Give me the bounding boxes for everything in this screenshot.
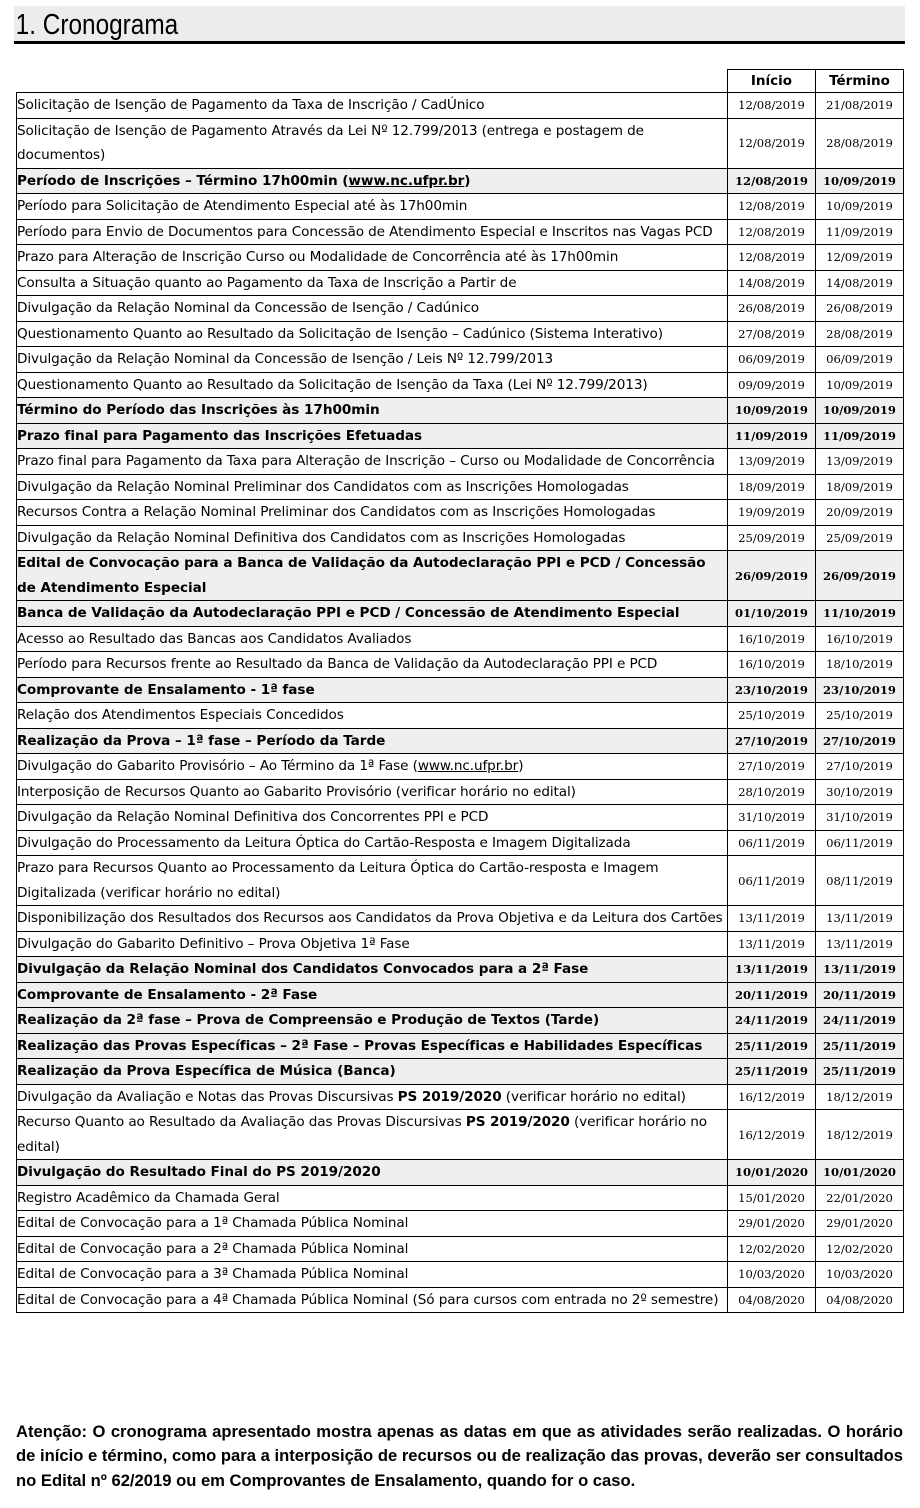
table-row: [17, 1008, 904, 1034]
end-date-cell: 22/01/2020: [816, 1185, 904, 1211]
start-date-cell: 18/09/2019: [728, 474, 816, 500]
activity-cell: [17, 372, 728, 398]
start-date-cell: 12/08/2019: [728, 93, 816, 119]
table-row: [17, 754, 904, 780]
table-row: [17, 805, 904, 831]
table-row: [17, 118, 904, 168]
attention-note: Atenção: O cronograma apresentado mostra apenas as datas em que as atividades serão realizadas. O horário de início e término, como para a interposição de recursos ou de realização das provas, deverão ser consultados no Edital nº 62/2019 ou em Comprovantes de Ensalamento, quando for o caso.: [16, 1422, 903, 1490]
end-date-cell: 25/09/2019: [816, 525, 904, 551]
table-row: [17, 245, 904, 271]
activity-cell: [17, 1236, 728, 1262]
activity-cell: [17, 601, 728, 627]
start-date-cell: 28/10/2019: [728, 779, 816, 805]
table-row: [17, 1236, 904, 1262]
activity-cell: [17, 347, 728, 373]
activity-text: Edital de Convocação para a 4ª Chamada Pública Nominal (Só para cursos com entrada no 2º semestre): [17, 1291, 719, 1308]
end-date-cell: 10/09/2019: [816, 194, 904, 220]
start-date-cell: 27/10/2019: [728, 728, 816, 754]
activity-cell: [17, 1008, 728, 1034]
activity-text: Divulgação da Relação Nominal Preliminar dos Candidatos com as Inscrições Homologadas: [17, 478, 629, 495]
end-date-cell: 10/01/2020: [816, 1160, 904, 1186]
end-date-cell: 25/11/2019: [816, 1059, 904, 1085]
table-row: [17, 931, 904, 957]
start-date-cell: 20/11/2019: [728, 982, 816, 1008]
table-row: [17, 525, 904, 551]
end-date-cell: 27/10/2019: [816, 754, 904, 780]
start-date-cell: 13/11/2019: [728, 906, 816, 932]
activity-cell: [17, 1211, 728, 1237]
activity-cell: [17, 1262, 728, 1288]
end-date-cell: 31/10/2019: [816, 805, 904, 831]
activity-cell: [17, 830, 728, 856]
end-date-cell: 30/10/2019: [816, 779, 904, 805]
activity-cell: [17, 779, 728, 805]
start-date-cell: 04/08/2020: [728, 1287, 816, 1313]
activity-text: Edital de Convocação para a 2ª Chamada Pública Nominal: [17, 1240, 409, 1257]
end-date-cell: 06/09/2019: [816, 347, 904, 373]
end-date-cell: 28/08/2019: [816, 321, 904, 347]
activity-cell: [17, 931, 728, 957]
activity-text: Edital de Convocação para a Banca de Validação da Autodeclaração PPI e PCD / Concessão de Atendimento Especial: [17, 555, 706, 596]
activity-suffix: ): [518, 758, 524, 774]
activity-text: Comprovante de Ensalamento - 2ª Fase: [17, 986, 318, 1003]
end-date-cell: 27/10/2019: [816, 728, 904, 754]
activity-text: Período para Solicitação de Atendimento Especial até às 17h00min: [17, 198, 468, 214]
activity-text: Recurso Quanto ao Resultado da Avaliação das Provas Discursivas: [17, 1114, 466, 1130]
table-row: [17, 219, 904, 245]
start-date-cell: 06/09/2019: [728, 347, 816, 373]
start-date-cell: 27/08/2019: [728, 321, 816, 347]
activity-cell: [17, 449, 728, 475]
activity-text: Realização da 2ª fase – Prova de Compreensão e Produção de Textos (Tarde): [17, 1012, 600, 1028]
activity-text: Relação dos Atendimentos Especiais Concedidos: [17, 707, 344, 723]
activity-cell: [17, 296, 728, 322]
table-row: [17, 474, 904, 500]
activity-text: Divulgação do Gabarito Definitivo – Prova Objetiva 1ª Fase: [17, 935, 410, 952]
activity-text: Comprovante de Ensalamento - 1ª fase: [17, 681, 315, 698]
table-row: [17, 601, 904, 627]
activity-cell: [17, 1287, 728, 1313]
start-date-cell: 06/11/2019: [728, 830, 816, 856]
table-row: [17, 93, 904, 119]
end-date-cell: 10/03/2020: [816, 1262, 904, 1288]
activity-cell: [17, 168, 728, 194]
activity-text: Realização da Prova Específica de Música (Banca): [17, 1063, 396, 1079]
activity-text: Divulgação da Relação Nominal Definitiva dos Concorrentes PPI e PCD: [17, 809, 489, 825]
start-date-cell: 01/10/2019: [728, 601, 816, 627]
end-date-cell: 11/10/2019: [816, 601, 904, 627]
activity-text: Prazo para Recursos Quanto ao Processamento da Leitura Óptica do Cartão-resposta e Imagem Digitalizada (verificar horário no edital): [17, 860, 659, 901]
activity-cell: [17, 551, 728, 601]
activity-text: Período para Recursos frente ao Resultado da Banca de Validação da Autodeclaração PPI e PCD: [17, 656, 658, 672]
end-date-cell: 13/09/2019: [816, 449, 904, 475]
table-row: [17, 1262, 904, 1288]
activity-cell: [17, 525, 728, 551]
activity-text: Registro Acadêmico da Chamada Geral: [17, 1189, 280, 1206]
end-date-cell: 13/11/2019: [816, 931, 904, 957]
start-date-cell: 31/10/2019: [728, 805, 816, 831]
activity-text: Solicitação de Isenção de Pagamento Através da Lei Nº 12.799/2013 (entrega e postagem de documentos): [17, 122, 644, 163]
activity-text: Consulta a Situação quanto ao Pagamento da Taxa de Inscrição a Partir de: [17, 274, 517, 291]
activity-cell: [17, 1084, 728, 1110]
end-date-cell: 24/11/2019: [816, 1008, 904, 1034]
table-row: [17, 449, 904, 475]
start-date-cell: 16/12/2019: [728, 1084, 816, 1110]
activity-cell: [17, 1185, 728, 1211]
table-row: [17, 1287, 904, 1313]
activity-cell: [17, 194, 728, 220]
table-row: [17, 728, 904, 754]
end-date-cell: 04/08/2020: [816, 1287, 904, 1313]
activity-text: Divulgação do Processamento da Leitura Óptica do Cartão-Resposta e Imagem Digitalizada: [17, 834, 631, 851]
activity-cell: [17, 754, 728, 780]
end-date-cell: 13/11/2019: [816, 906, 904, 932]
activity-cell: [17, 626, 728, 652]
activity-text: Período de Inscrições – Término 17h00min (: [17, 172, 349, 189]
start-date-cell: 14/08/2019: [728, 270, 816, 296]
process-name: PS 2019/2020: [465, 1114, 570, 1130]
end-date-cell: 20/11/2019: [816, 982, 904, 1008]
activity-text: Divulgação da Relação Nominal da Concessão de Isenção / Cadúnico: [17, 300, 479, 316]
start-date-cell: 12/02/2020: [728, 1236, 816, 1262]
page-title: 1. Cronograma: [15, 9, 179, 41]
table-row: [17, 1110, 904, 1160]
start-date-cell: 16/10/2019: [728, 626, 816, 652]
page-title-bar: [14, 6, 905, 44]
activity-suffix: (verificar horário no edital): [501, 1088, 686, 1105]
activity-text: Solicitação de Isenção de Pagamento da Taxa de Inscrição / CadÚnico: [17, 97, 485, 113]
start-date-cell: 12/08/2019: [728, 168, 816, 194]
activity-cell: [17, 219, 728, 245]
header-start: Início: [728, 70, 816, 93]
activity-text: Edital de Convocação para a 1ª Chamada Pública Nominal: [17, 1215, 409, 1231]
activity-cell: [17, 500, 728, 526]
activity-suffix: ): [464, 172, 471, 189]
activity-text: Interposição de Recursos Quanto ao Gabarito Provisório (verificar horário no edital): [17, 783, 576, 800]
start-date-cell: 10/03/2020: [728, 1262, 816, 1288]
table-row: [17, 1160, 904, 1186]
activity-text: Prazo final para Pagamento das Inscrições Efetuadas: [17, 427, 423, 444]
activity-cell: [17, 906, 728, 932]
start-date-cell: 16/10/2019: [728, 652, 816, 678]
start-date-cell: 13/11/2019: [728, 957, 816, 983]
activity-suffix: (verificar horário no edital): [17, 1114, 708, 1155]
start-date-cell: 23/10/2019: [728, 677, 816, 703]
table-row: [17, 626, 904, 652]
start-date-cell: 12/08/2019: [728, 219, 816, 245]
activity-text: Divulgação da Relação Nominal dos Candidatos Convocados para a 2ª Fase: [17, 961, 589, 977]
end-date-cell: 06/11/2019: [816, 830, 904, 856]
activity-text: Divulgação da Relação Nominal da Concessão de Isenção / Leis Nº 12.799/2013: [17, 351, 554, 367]
end-date-cell: 25/10/2019: [816, 703, 904, 729]
activity-cell: [17, 805, 728, 831]
process-name: PS 2019/2020: [397, 1088, 502, 1105]
activity-cell: [17, 982, 728, 1008]
table-row: [17, 856, 904, 906]
end-date-cell: 13/11/2019: [816, 957, 904, 983]
table-row: [17, 1059, 904, 1085]
table-row: [17, 398, 904, 424]
activity-cell: [17, 703, 728, 729]
activity-cell: [17, 245, 728, 271]
end-date-cell: 26/08/2019: [816, 296, 904, 322]
start-date-cell: 15/01/2020: [728, 1185, 816, 1211]
table-row: [17, 1033, 904, 1059]
activity-cell: [17, 1059, 728, 1085]
table-row: [17, 194, 904, 220]
end-date-cell: 21/08/2019: [816, 93, 904, 119]
start-date-cell: 12/08/2019: [728, 194, 816, 220]
table-row: [17, 982, 904, 1008]
table-row: [17, 168, 904, 194]
table-row: [17, 321, 904, 347]
activity-cell: [17, 118, 728, 168]
activity-text: Divulgação da Avaliação e Notas das Provas Discursivas: [17, 1088, 398, 1105]
start-date-cell: 09/09/2019: [728, 372, 816, 398]
start-date-cell: 27/10/2019: [728, 754, 816, 780]
end-date-cell: 11/09/2019: [816, 423, 904, 449]
table-row: [17, 347, 904, 373]
activity-cell: [17, 423, 728, 449]
end-date-cell: 29/01/2020: [816, 1211, 904, 1237]
activity-text: Edital de Convocação para a 3ª Chamada Pública Nominal: [17, 1266, 409, 1282]
website-link[interactable]: www.nc.ufpr.br: [417, 758, 519, 774]
table-row: [17, 423, 904, 449]
activity-cell: [17, 856, 728, 906]
end-date-cell: 28/08/2019: [816, 118, 904, 168]
activity-text: Término do Período das Inscrições às 17h00min: [17, 402, 380, 418]
activity-text: Realização das Provas Específicas – 2ª Fase – Provas Específicas e Habilidades Específicas: [17, 1037, 703, 1054]
start-date-cell: 10/01/2020: [728, 1160, 816, 1186]
start-date-cell: 13/11/2019: [728, 931, 816, 957]
end-date-cell: 10/09/2019: [816, 398, 904, 424]
end-date-cell: 18/12/2019: [816, 1084, 904, 1110]
activity-cell: [17, 270, 728, 296]
table-row: [17, 1211, 904, 1237]
activity-text: Divulgação do Gabarito Provisório – Ao Término da 1ª Fase (: [17, 758, 418, 774]
activity-text: Acesso ao Resultado das Bancas aos Candidatos Avaliados: [17, 630, 412, 647]
table-row: [17, 703, 904, 729]
start-date-cell: 25/10/2019: [728, 703, 816, 729]
schedule-body: [17, 93, 904, 1313]
activity-text: Questionamento Quanto ao Resultado da Solicitação de Isenção – Cadúnico (Sistema Interativo): [17, 325, 663, 342]
table-row: [17, 779, 904, 805]
table-row: [17, 500, 904, 526]
end-date-cell: 12/02/2020: [816, 1236, 904, 1262]
activity-text: Período para Envio de Documentos para Concessão de Atendimento Especial e Inscritos nas Vagas PCD: [17, 223, 713, 240]
activity-cell: [17, 474, 728, 500]
end-date-cell: 10/09/2019: [816, 168, 904, 194]
end-date-cell: 18/10/2019: [816, 652, 904, 678]
end-date-cell: 25/11/2019: [816, 1033, 904, 1059]
start-date-cell: 19/09/2019: [728, 500, 816, 526]
table-row: [17, 270, 904, 296]
activity-text: Disponibilização dos Resultados dos Recursos aos Candidatos da Prova Objetiva e da Leitura dos Cartões: [17, 910, 723, 926]
activity-cell: [17, 957, 728, 983]
end-date-cell: 18/09/2019: [816, 474, 904, 500]
table-row: [17, 1185, 904, 1211]
start-date-cell: 29/01/2020: [728, 1211, 816, 1237]
schedule-table: [16, 69, 904, 1313]
activity-cell: [17, 93, 728, 119]
activity-cell: [17, 321, 728, 347]
table-row: [17, 677, 904, 703]
activity-text: Questionamento Quanto ao Resultado da Solicitação de Isenção da Taxa (Lei Nº 12.799/2013): [17, 376, 648, 393]
activity-text: Prazo para Alteração de Inscrição Curso ou Modalidade de Concorrência até às 17h00min: [17, 249, 619, 265]
start-date-cell: 10/09/2019: [728, 398, 816, 424]
end-date-cell: 16/10/2019: [816, 626, 904, 652]
end-date-cell: 11/09/2019: [816, 219, 904, 245]
start-date-cell: 25/11/2019: [728, 1059, 816, 1085]
start-date-cell: 12/08/2019: [728, 245, 816, 271]
header-activity: [17, 70, 728, 93]
table-row: [17, 652, 904, 678]
end-date-cell: 26/09/2019: [816, 551, 904, 601]
activity-cell: [17, 677, 728, 703]
end-date-cell: 23/10/2019: [816, 677, 904, 703]
table-row: [17, 957, 904, 983]
table-header-row: [17, 70, 904, 93]
table-row: [17, 551, 904, 601]
activity-text: Divulgação da Relação Nominal Definitiva dos Candidatos com as Inscrições Homologadas: [17, 529, 626, 546]
start-date-cell: 16/12/2019: [728, 1110, 816, 1160]
activity-text: Divulgação do Resultado Final do PS 2019/2020: [17, 1164, 381, 1180]
activity-cell: [17, 398, 728, 424]
table-row: [17, 906, 904, 932]
end-date-cell: 12/09/2019: [816, 245, 904, 271]
activity-text: Realização da Prova – 1ª fase – Período da Tarde: [17, 732, 386, 749]
start-date-cell: 24/11/2019: [728, 1008, 816, 1034]
header-end: Término: [816, 70, 904, 93]
website-link[interactable]: www.nc.ufpr.br: [348, 172, 465, 189]
activity-text: Banca de Validação da Autodeclaração PPI e PCD / Concessão de Atendimento Especial: [17, 605, 680, 621]
end-date-cell: 18/12/2019: [816, 1110, 904, 1160]
activity-cell: [17, 652, 728, 678]
activity-text: Prazo final para Pagamento da Taxa para Alteração de Inscrição – Curso ou Modalidade de Concorrência: [17, 453, 715, 469]
activity-cell: [17, 1033, 728, 1059]
end-date-cell: 08/11/2019: [816, 856, 904, 906]
activity-cell: [17, 1160, 728, 1186]
table-row: [17, 372, 904, 398]
end-date-cell: 10/09/2019: [816, 372, 904, 398]
end-date-cell: 14/08/2019: [816, 270, 904, 296]
start-date-cell: 13/09/2019: [728, 449, 816, 475]
start-date-cell: 26/08/2019: [728, 296, 816, 322]
start-date-cell: 06/11/2019: [728, 856, 816, 906]
activity-cell: [17, 728, 728, 754]
start-date-cell: 25/11/2019: [728, 1033, 816, 1059]
activity-cell: [17, 1110, 728, 1160]
start-date-cell: 11/09/2019: [728, 423, 816, 449]
start-date-cell: 12/08/2019: [728, 118, 816, 168]
start-date-cell: 25/09/2019: [728, 525, 816, 551]
table-row: [17, 1084, 904, 1110]
activity-text: Recursos Contra a Relação Nominal Preliminar dos Candidatos com as Inscrições Homologadas: [17, 504, 656, 520]
start-date-cell: 26/09/2019: [728, 551, 816, 601]
table-row: [17, 296, 904, 322]
table-row: [17, 830, 904, 856]
end-date-cell: 20/09/2019: [816, 500, 904, 526]
